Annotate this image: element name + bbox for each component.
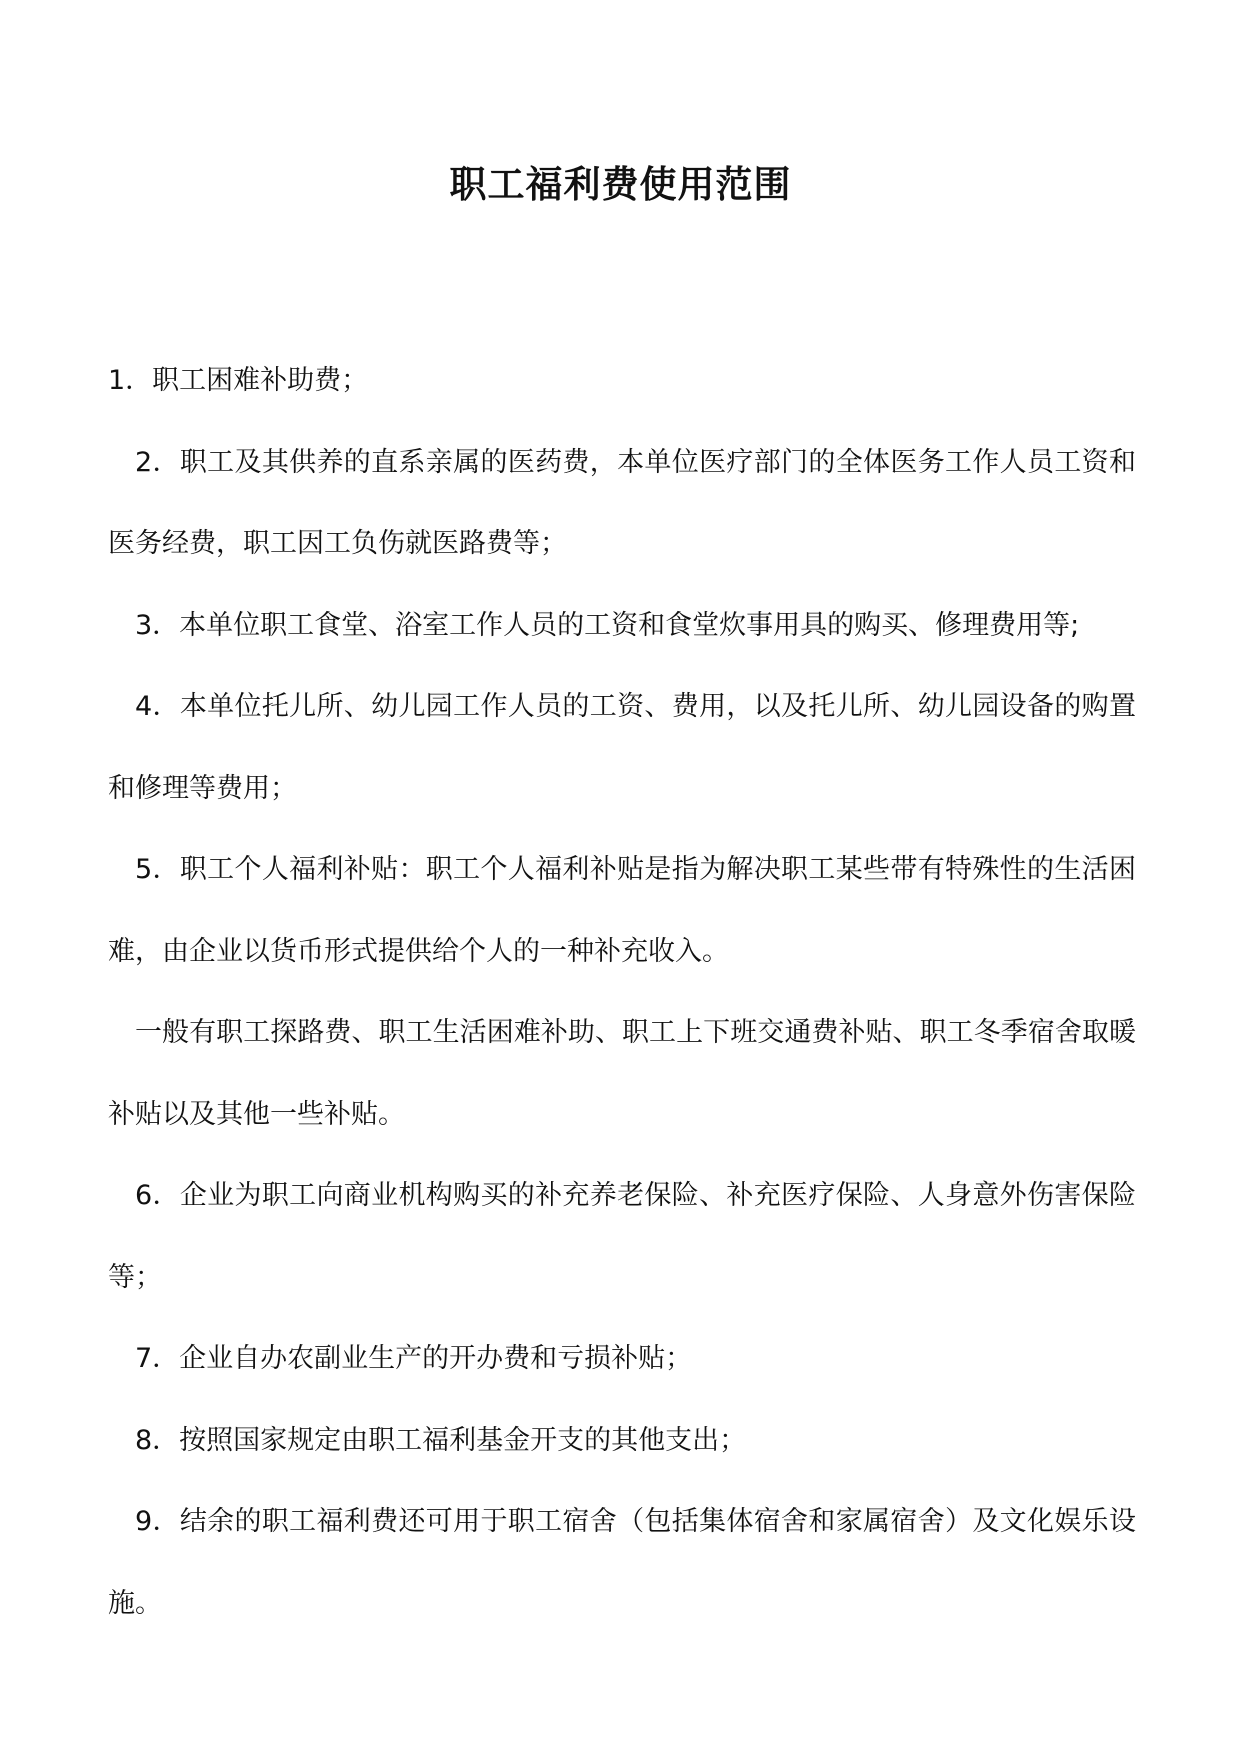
paragraph-item-8: 8．按照国家规定由职工福利基金开支的其他支出；: [135, 1424, 747, 1456]
paragraph-item-7: 7．企业自办农副业生产的开办费和亏损补贴；: [135, 1343, 693, 1374]
paragraph-item-4: 4．本单位托儿所、幼儿园工作人员的工资、费用，以及托儿所、幼儿园设备的购置和修理等费用；: [108, 691, 1136, 804]
document-body: [108, 340, 1136, 1644]
paragraph-item-5: 5．职工个人福利补贴：职工个人福利补贴是指为解决职工某些带有特殊性的生活困难，由企业以货币形式提供给个人的一种补充收入。: [108, 854, 1136, 967]
paragraph-item-5-continued: 一般有职工探路费、职工生活困难补助、职工上下班交通费补贴、职工冬季宿舍取暖补贴以及其他一些补贴。: [108, 1017, 1136, 1130]
paragraph-item-9: 9．结余的职工福利费还可用于职工宿舍（包括集体宿舍和家属宿舍）及文化娱乐设施。: [108, 1506, 1136, 1619]
paragraph-item-1: 1．职工困难补助费；: [108, 365, 369, 396]
paragraph-item-6: 6．企业为职工向商业机构购买的补充养老保险、补充医疗保险、人身意外伤害保险等；: [108, 1180, 1136, 1293]
document-title: 职工福利费使用范围: [449, 162, 792, 206]
paragraph-item-2: 2．职工及其供养的直系亲属的医药费，本单位医疗部门的全体医务工作人员工资和医务经费，职工因工负伤就医路费等；: [108, 446, 1136, 559]
paragraph-item-3: 3．本单位职工食堂、浴室工作人员的工资和食堂炊事用具的购买、修理费用等;: [135, 609, 1080, 641]
